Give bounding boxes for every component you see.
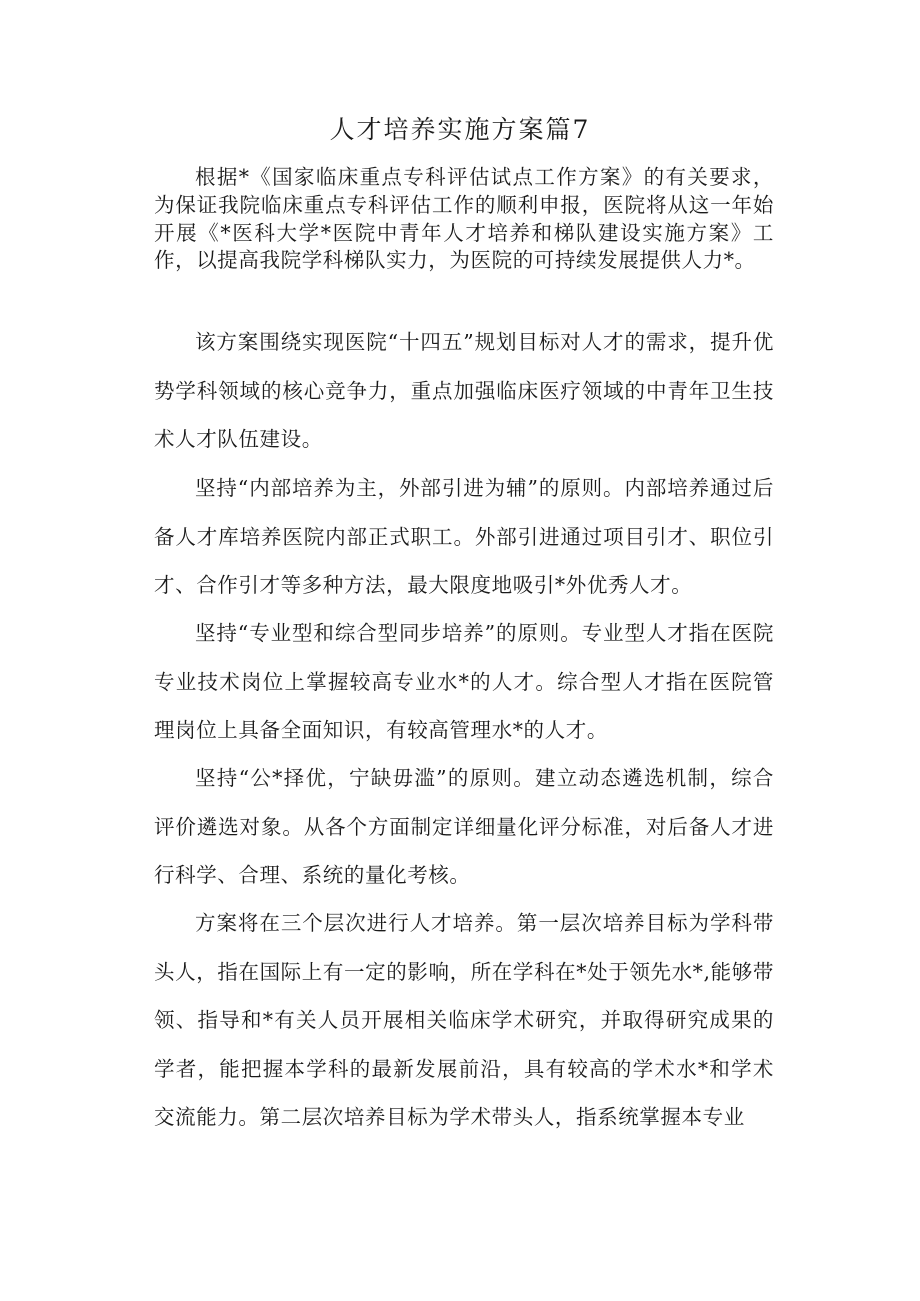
paragraph-goal: 该方案围绕实现医院“十四五”规划目标对人才的需求，提升优势学科领域的核心竞争力，重点加强临床医疗领域的中青年卫生技术人才队伍建设。 — [154, 330, 774, 451]
paragraph-basis: 根据*《国家临床重点专科评估试点工作方案》的有关要求，为保证我院临床重点专科评估工作的顺利申报，医院将从这一年始开展《*医科大学*医院中青年人才培养和梯队建设实施方案》工作，以提高我院学科梯队实力，为医院的可持续发展提供人力*。 — [154, 165, 774, 273]
paragraph-training-levels: 方案将在三个层次进行人才培养。第一层次培养目标为学科带头人，指在国际上有一定的影响，所在学科在*处于领先水*,能够带领、指导和*有关人员开展相关临床学术研究，并取得研究成果的学者，能把握本学科的最新发展前沿，具有较高的学术水*和学术交流能力。第二层次培养目标为学术带头人，指系统掌握本专业 — [154, 911, 774, 1129]
paragraph-principle-merit: 坚持“公*择优，宁缺毋滥”的原则。建立动态遴选机制，综合评价遴选对象。从各个方面制定详细量化评分标准，对后备人才进行科学、合理、系统的量化考核。 — [154, 766, 774, 887]
document-title: 人才培养实施方案篇7 — [329, 115, 591, 144]
paragraph-principle-professional: 坚持“专业型和综合型同步培养”的原则。专业型人才指在医院专业技术岗位上掌握较高专业水*的人才。综合型人才指在医院管理岗位上具备全面知识，有较高管理水*的人才。 — [154, 621, 774, 742]
paragraph-principle-internal: 坚持“内部培养为主，外部引进为辅”的原则。内部培养通过后备人才库培养医院内部正式职工。外部引进通过项目引才、职位引才、合作引才等多种方法，最大限度地吸引*外优秀人才。 — [154, 476, 774, 597]
